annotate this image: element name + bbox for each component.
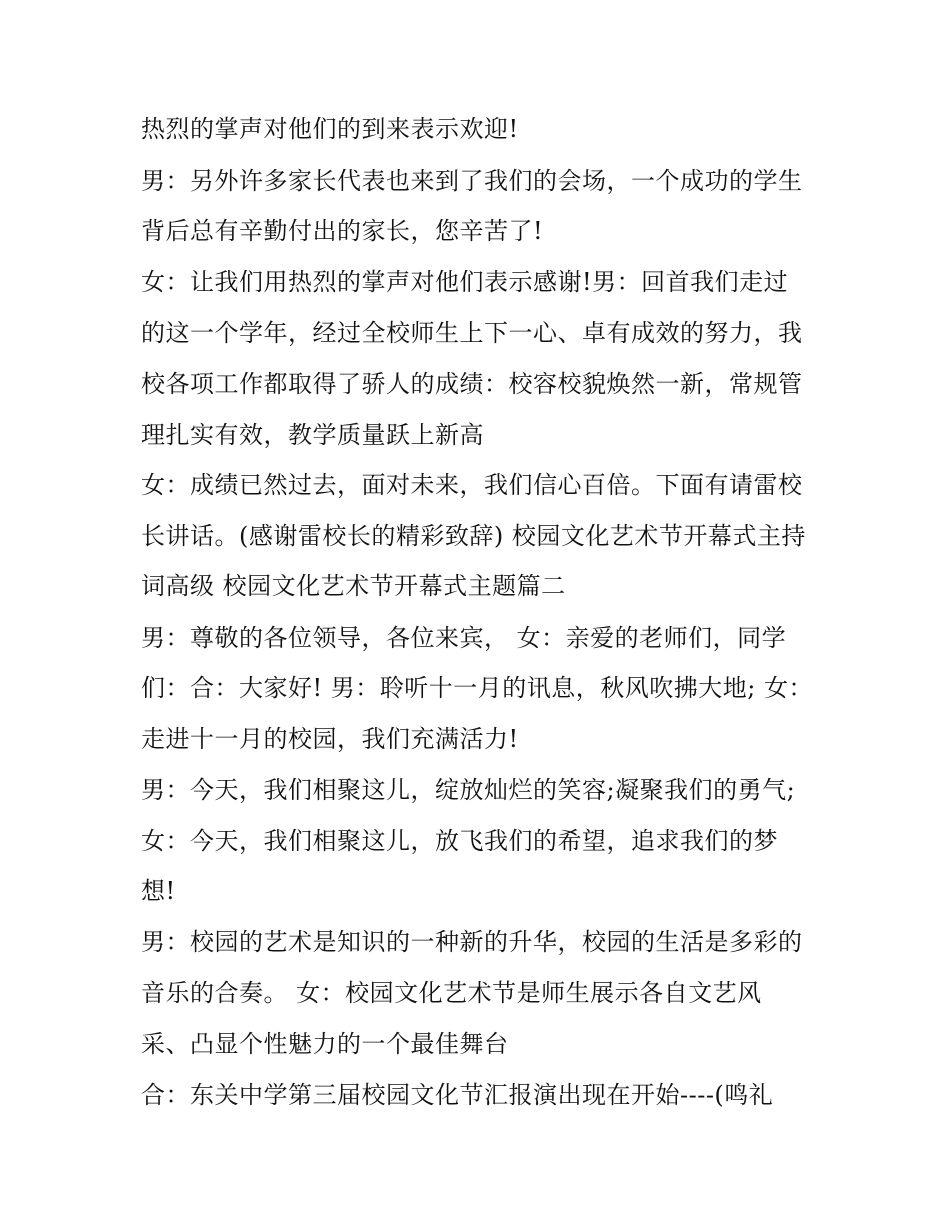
text-line: 校各项工作都取得了骄人的成绩：校容校貌焕然一新，常规管 — [141, 370, 803, 398]
text-line: 合：东关中学第三届校园文化节汇报演出现在开始----(鸣礼 — [141, 1081, 774, 1109]
text-line: 长讲话。(感谢雷校长的精彩致辞) 校园文化艺术节开幕式主持 — [141, 522, 806, 550]
text-line: 男：另外许多家长代表也来到了我们的会场，一个成功的学生 — [141, 167, 803, 195]
text-line: 女：今天，我们相聚这儿，放飞我们的希望，追求我们的梦 — [141, 827, 778, 855]
text-line: 音乐的合奏。 女：校园文化艺术节是师生展示各自文艺风 — [141, 979, 762, 1007]
text-line: 们：合：大家好! 男：聆听十一月的讯息，秋风吹拂大地; 女： — [141, 674, 813, 702]
text-line: 词高级 校园文化艺术节开幕式主题篇二 — [141, 572, 566, 600]
text-line: 的这一个学年，经过全校师生上下一心、卓有成效的努力，我 — [141, 319, 803, 347]
text-line: 女：让我们用热烈的掌声对他们表示感谢!男：回首我们走过 — [141, 268, 789, 296]
text-line: 女：成绩已然过去，面对未来，我们信心百倍。下面有请雷校 — [141, 471, 803, 499]
text-line: 男：尊敬的各位领导，各位来宾， 女：亲爱的老师们，同学 — [141, 624, 787, 652]
text-line: 理扎实有效，教学质量跃上新高 — [141, 421, 484, 449]
text-line: 热烈的掌声对他们的到来表示欢迎! — [141, 115, 519, 143]
text-line: 男：今天，我们相聚这儿，绽放灿烂的笑容;凝聚我们的勇气; — [141, 776, 796, 804]
text-line: 背后总有辛勤付出的家长，您辛苦了! — [141, 217, 544, 245]
text-line: 走进十一月的校园，我们充满活力! — [141, 725, 519, 753]
text-line: 想! — [141, 877, 176, 905]
text-line: 男：校园的艺术是知识的一种新的升华，校园的生活是多彩的 — [141, 928, 803, 956]
text-line: 采、凸显个性魅力的一个最佳舞台 — [141, 1030, 509, 1058]
